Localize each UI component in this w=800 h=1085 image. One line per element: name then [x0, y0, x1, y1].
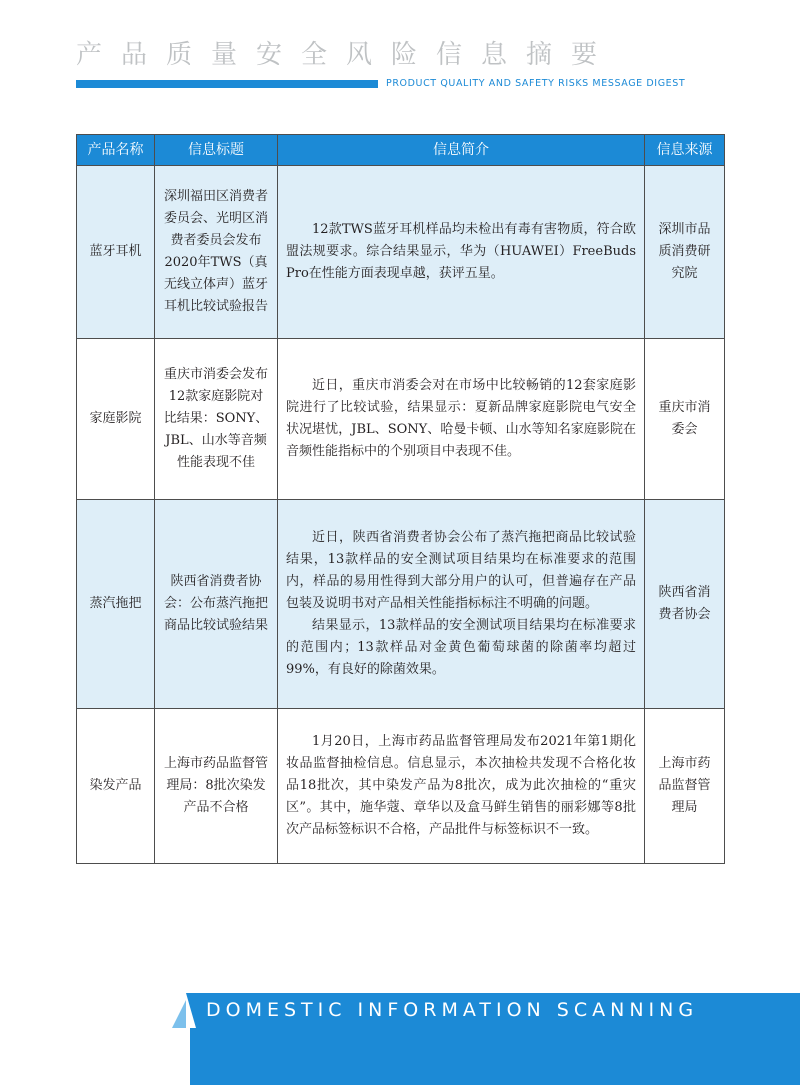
- column-header-source: 信息来源: [645, 135, 725, 166]
- summary-paragraph: 结果显示，13款样品的安全测试项目结果均在标准要求的范围内；13款样品对金黄色葡萄球菌的除菌率均超过99%，有良好的除菌效果。: [286, 618, 636, 677]
- cell-summary: [278, 166, 645, 339]
- cell-product: 染发产品: [77, 709, 155, 864]
- table-row: [77, 166, 725, 339]
- cell-title: 重庆市消委会发布12款家庭影院对比结果：SONY、JBL、山水等音频性能表现不佳: [155, 339, 278, 500]
- cell-product: 蓝牙耳机: [77, 166, 155, 339]
- page-header-title: 产品质量安全风险信息摘要: [76, 40, 617, 70]
- cell-title: 上海市药品监督管理局：8批次染发产品不合格: [155, 709, 278, 864]
- footer-section-title-en: DOMESTIC INFORMATION SCANNING: [206, 999, 699, 1021]
- header-accent-bar: [76, 80, 378, 88]
- table-row: [77, 339, 725, 500]
- cell-summary: [278, 709, 645, 864]
- summary-paragraph: 近日，陕西省消费者协会公布了蒸汽拖把商品比较试验结果，13款样品的安全测试项目结果均在标准要求的范围内，样品的易用性得到大部分用户的认可，但普遍存在产品包装及说明书对产品相关性能指标标注不明确的问题。: [286, 530, 636, 611]
- cell-source: 上海市药品监督管理局: [645, 709, 725, 864]
- table-row: [77, 500, 725, 709]
- cell-product: 蒸汽拖把: [77, 500, 155, 709]
- cell-summary: [278, 339, 645, 500]
- risk-info-table: [76, 134, 725, 864]
- summary-paragraph: 1月20日，上海市药品监督管理局发布2021年第1期化妆品监督抽检信息。信息显示，本次抽检共发现不合格化妆品18批次，其中染发产品为8批次，成为此次抽检的“重灾区”。其中，施华蔻、章华以及盒马鲜生销售的丽彩娜等8批次产品标签标识不合格，产品批件与标签标识不一致。: [286, 734, 636, 837]
- cell-source: 陕西省消费者协会: [645, 500, 725, 709]
- table-row: [77, 709, 725, 864]
- cell-title: 深圳福田区消费者委员会、光明区消费者委员会发布2020年TWS（真无线立体声）蓝牙耳机比较试验报告: [155, 166, 278, 339]
- table-header-row: [77, 135, 725, 166]
- cell-source: 重庆市消委会: [645, 339, 725, 500]
- column-header-product: 产品名称: [77, 135, 155, 166]
- page-number: 05: [14, 1011, 50, 1042]
- column-header-title: 信息标题: [155, 135, 278, 166]
- summary-paragraph: 近日，重庆市消委会对在市场中比较畅销的12套家庭影院进行了比较试验，结果显示：夏新品牌家庭影院电气安全状况堪忧，JBL、SONY、哈曼卡顿、山水等知名家庭影院在音频性能指标中的个别项目中表现不佳。: [286, 378, 636, 459]
- footer-section-title-cn: 国内信息扫描: [60, 1018, 151, 1036]
- cell-summary: [278, 500, 645, 709]
- page-header-subtitle: PRODUCT QUALITY AND SAFETY RISKS MESSAGE DIGEST: [386, 78, 686, 89]
- column-header-summary: 信息简介: [278, 135, 645, 166]
- summary-paragraph: 12款TWS蓝牙耳机样品均未检出有毒有害物质，符合欧盟法规要求。综合结果显示，华为（HUAWEI）FreeBuds Pro在性能方面表现卓越，获评五星。: [286, 222, 636, 281]
- cell-product: 家庭影院: [77, 339, 155, 500]
- cell-source: 深圳市品质消费研究院: [645, 166, 725, 339]
- cell-title: 陕西省消费者协会：公布蒸汽拖把商品比较试验结果: [155, 500, 278, 709]
